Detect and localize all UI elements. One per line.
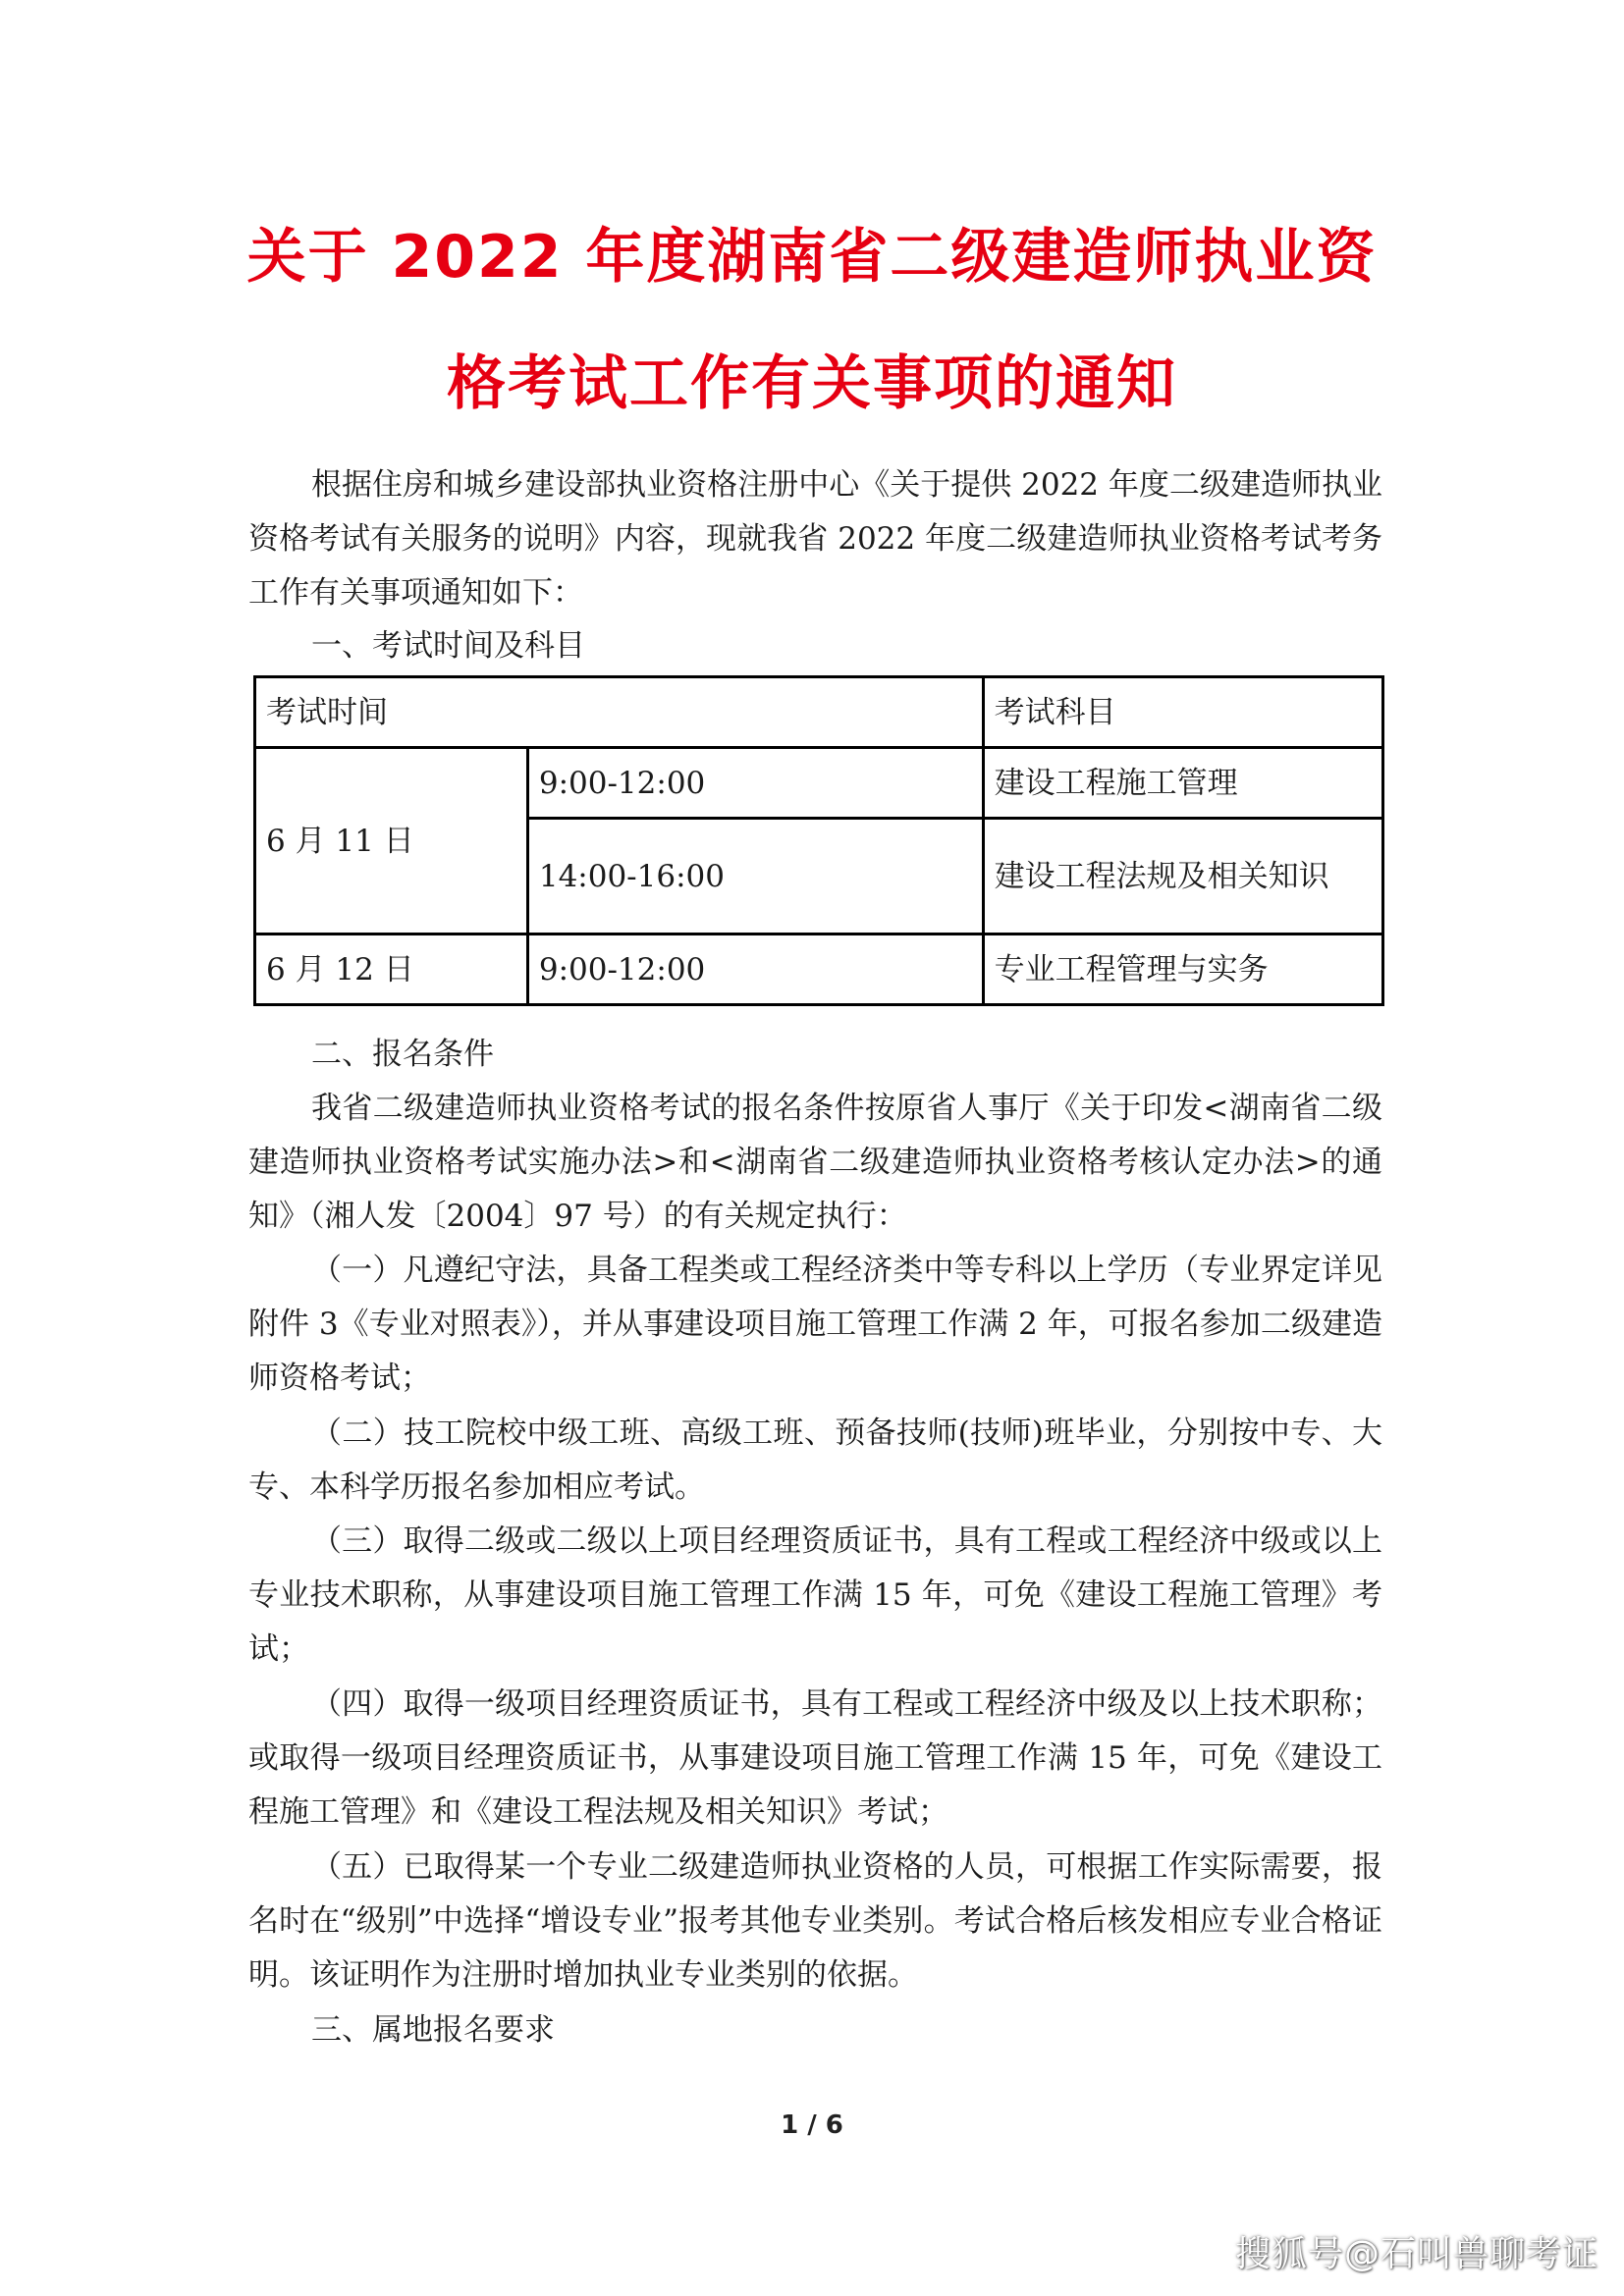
table-header-row [255, 677, 1383, 748]
section2-heading: 二、报名条件 [311, 1037, 494, 1072]
exam-schedule-table [253, 675, 1384, 1006]
header-subject-cell: 考试科目 [983, 677, 1382, 748]
watermark-text: 搜狐号@石叫兽聊考证 [1234, 2234, 1598, 2274]
subject-cell: 建设工程法规及相关知识 [983, 819, 1382, 934]
time-cell: 9:00-12:00 [527, 748, 983, 819]
header-time-cell: 考试时间 [255, 677, 984, 748]
date-cell: 6 月 11 日 [255, 748, 528, 934]
table-row [255, 934, 1383, 1005]
condition-item-5: （五）已取得某一个专业二级建造师执业资格的人员，可根据工作实际需要，报名时在“级别”中选择“增设专业”报考其他专业类别。考试合格后核发相应专业合格证明。该证明作为注册时增加执业专业类别的依据。 [248, 1849, 1382, 1993]
table-row [255, 748, 1383, 819]
title-line-1: 关于 2022 年度湖南省二级建造师执业资 [246, 223, 1378, 292]
condition-item-2: （二）技工院校中级工班、高级工班、预备技师(技师)班毕业，分别按中专、大专、本科学历报名参加相应考试。 [248, 1415, 1382, 1505]
condition-item-1: （一）凡遵纪守法，具备工程类或工程经济类中等专科以上学历（专业界定详见附件 3《专业对照表》），并从事建设项目施工管理工作满 2 年，可报名参加二级建造师资格考试； [248, 1253, 1382, 1396]
section2-intro: 我省二级建造师执业资格考试的报名条件按原省人事厅《关于印发<湖南省二级建造师执业资格考试实施办法>和<湖南省二级建造师执业资格考核认定办法>的通知》（湘人发〔2004〕97 号）的有关规定执行： [248, 1091, 1382, 1234]
date-cell: 6 月 12 日 [255, 934, 528, 1005]
time-cell: 9:00-12:00 [527, 934, 983, 1005]
time-cell: 14:00-16:00 [527, 819, 983, 934]
section1-heading: 一、考试时间及科目 [311, 628, 585, 664]
condition-item-4: （四）取得一级项目经理资质证书，具有工程或工程经济中级及以上技术职称；或取得一级项目经理资质证书，从事建设项目施工管理工作满 15 年，可免《建设工程施工管理》和《建设工程法规及相关知识》考试； [248, 1686, 1382, 1830]
condition-item-3: （三）取得二级或二级以上项目经理资质证书，具有工程或工程经济中级或以上专业技术职称，从事建设项目施工管理工作满 15 年，可免《建设工程施工管理》考试； [248, 1523, 1382, 1667]
intro-paragraph: 根据住房和城乡建设部执业资格注册中心《关于提供 2022 年度二级建造师执业资格考试有关服务的说明》内容，现就我省 2022 年度二级建造师执业资格考试考务工作有关事项通知如下： [248, 467, 1382, 611]
subject-cell: 专业工程管理与实务 [983, 934, 1382, 1005]
title-line-2: 格考试工作有关事项的通知 [447, 349, 1177, 418]
subject-cell: 建设工程施工管理 [983, 748, 1382, 819]
section3-heading: 三、属地报名要求 [311, 2012, 555, 2048]
page-number: 1 / 6 [781, 2110, 843, 2140]
